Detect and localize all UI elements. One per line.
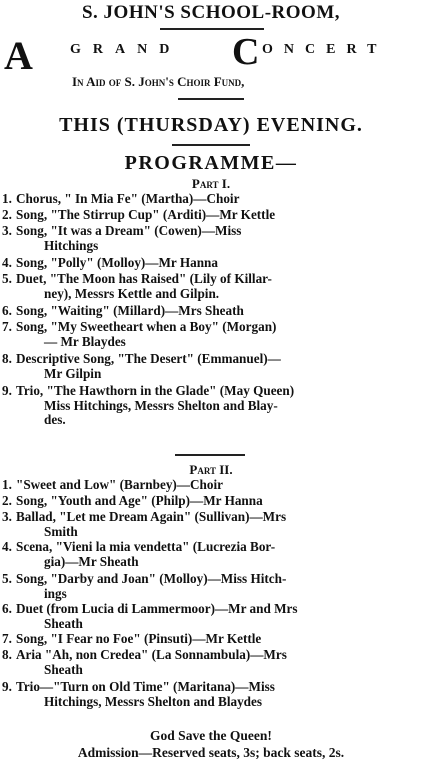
item-number: 3. xyxy=(2,223,12,238)
programme-item xyxy=(2,224,418,253)
rule-divider xyxy=(172,144,250,146)
item-continuation: Mr Gilpin xyxy=(44,365,102,381)
programme-item xyxy=(2,510,418,539)
programme-item xyxy=(2,478,418,493)
item-text: "Sweet and Low" (Barnbey)—Choir xyxy=(16,477,223,492)
item-number: 5. xyxy=(2,271,12,286)
programme-item xyxy=(2,256,418,271)
item-number: 7. xyxy=(2,319,12,334)
item-text: Trio—"Turn on Old Time" (Maritana)—Miss xyxy=(16,679,275,694)
venue-heading: S. JOHN'S SCHOOL-ROOM, xyxy=(81,2,341,23)
programme-item xyxy=(2,680,418,709)
item-number: 1. xyxy=(2,477,12,492)
rule-divider xyxy=(178,98,244,100)
item-text: Song, "Polly" (Molloy)—Mr Hanna xyxy=(16,255,218,270)
programme-item xyxy=(2,540,418,569)
item-text: Scena, "Vieni la mia vendetta" (Lucrezia Bor- xyxy=(16,539,276,554)
item-number: 2. xyxy=(2,207,12,222)
item-text: Trio, "The Hawthorn in the Glade" (May Queen) xyxy=(16,383,295,398)
item-number: 2. xyxy=(2,493,12,508)
programme-item xyxy=(2,320,418,349)
programme-item xyxy=(2,632,418,647)
item-number: 8. xyxy=(2,351,12,366)
programme-item xyxy=(2,494,418,509)
item-continuation: Hitchings xyxy=(44,237,99,253)
item-text: Duet (from Lucia di Lammermoor)—Mr and Mrs xyxy=(16,601,298,616)
item-continuation: Hitchings, Messrs Shelton and Blaydes xyxy=(44,693,262,709)
item-text: Song, "The Stirrup Cup" (Arditi)—Mr Kettle xyxy=(16,207,276,222)
programme-item xyxy=(2,304,418,319)
programme-item xyxy=(2,384,418,428)
programme-title: PROGRAMME— xyxy=(124,152,298,174)
programme-item xyxy=(2,192,418,207)
grand-word: GRAND xyxy=(70,42,182,57)
item-continuation: ings xyxy=(44,585,67,601)
programme-item xyxy=(2,648,418,677)
initial-c: C xyxy=(232,31,260,73)
item-number: 8. xyxy=(2,647,12,662)
item-number: 7. xyxy=(2,631,12,646)
programme-item xyxy=(2,272,418,301)
part-one-label: Part I. xyxy=(191,176,231,191)
item-number: 6. xyxy=(2,601,12,616)
item-continuation: Sheath xyxy=(44,615,83,631)
programme-item xyxy=(2,208,418,223)
item-text: Song, "Darby and Joan" (Molloy)—Miss Hitch- xyxy=(16,571,287,586)
item-continuation: — Mr Blaydes xyxy=(44,333,126,349)
item-continuation: gia)—Mr Sheath xyxy=(44,553,139,569)
item-text: Song, "Waiting" (Millard)—Mrs Sheath xyxy=(16,303,244,318)
item-text: Duet, "The Moon has Raised" (Lily of Killar- xyxy=(16,271,272,286)
programme-item xyxy=(2,602,418,631)
item-continuation: ney), Messrs Kettle and Gilpin. xyxy=(44,285,220,301)
item-number: 9. xyxy=(2,383,12,398)
item-number: 5. xyxy=(2,571,12,586)
rule-divider xyxy=(175,454,245,456)
item-text: Descriptive Song, "The Desert" (Emmanuel)— xyxy=(16,351,281,366)
item-text: Chorus, " In Mia Fe" (Martha)—Choir xyxy=(16,191,240,206)
item-text: Song, "It was a Dream" (Cowen)—Miss xyxy=(16,223,242,238)
item-continuation: Miss Hitchings, Messrs Shelton and Blay- xyxy=(44,397,278,413)
item-text: Song, "I Fear no Foe" (Pinsuti)—Mr Kettle xyxy=(16,631,262,646)
item-continuation: des. xyxy=(44,412,66,427)
initial-a: A xyxy=(4,33,33,78)
concert-word: ONCERT xyxy=(262,42,388,57)
closing-line: God Save the Queen! xyxy=(150,728,272,743)
item-number: 6. xyxy=(2,303,12,318)
item-text: Aria "Ah, non Credea" (La Sonnambula)—Mrs xyxy=(16,647,287,662)
item-continuation: Smith xyxy=(44,523,78,539)
item-number: 9. xyxy=(2,679,12,694)
rule-divider xyxy=(160,28,264,30)
programme-item xyxy=(2,572,418,601)
part-two-label: Part II. xyxy=(189,462,233,477)
item-number: 4. xyxy=(2,255,12,270)
programme-item xyxy=(2,352,418,381)
item-text: Song, "Youth and Age" (Philp)—Mr Hanna xyxy=(16,493,263,508)
item-number: 1. xyxy=(2,191,12,206)
item-continuation: Sheath xyxy=(44,661,83,677)
item-text: Song, "My Sweetheart when a Boy" (Morgan) xyxy=(16,319,277,334)
item-text: Ballad, "Let me Dream Again" (Sullivan)—Mrs xyxy=(16,509,287,524)
item-number: 4. xyxy=(2,539,12,554)
aid-line: In Aid of S. John's Choir Fund, xyxy=(72,74,245,89)
admission-line: Admission—Reserved seats, 3s; back seats, 2s. xyxy=(77,745,345,760)
item-number: 3. xyxy=(2,509,12,524)
evening-heading: THIS (THURSDAY) EVENING. xyxy=(59,114,363,136)
